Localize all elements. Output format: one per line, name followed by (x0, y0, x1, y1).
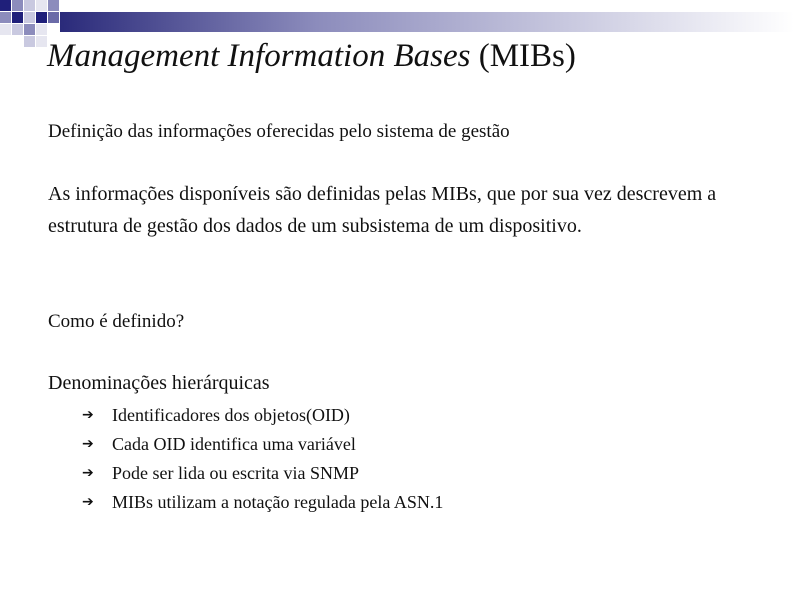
bullet-text: Cada OID identifica uma variável (112, 434, 356, 454)
subheading-hierarchical: Denominações hierárquicas (48, 372, 270, 394)
bullet-text: MIBs utilizam a notação regulada pela ASN.1 (112, 492, 444, 512)
slide-title-plain: (MIBs) (470, 38, 576, 74)
bullet-text: Pode ser lida ou escrita via SNMP (112, 463, 359, 483)
arrow-right-icon: ➔ (82, 494, 94, 510)
arrow-right-icon: ➔ (82, 465, 94, 481)
bullet-text: Identificadores dos objetos(OID) (112, 405, 350, 425)
arrow-right-icon: ➔ (82, 407, 94, 423)
slide-title (47, 38, 576, 75)
section-heading-how-defined: Como é definido? (48, 311, 185, 332)
description-paragraph: As informações disponíveis são definidas pelas MIBs, que por sua vez descrevem a estrutura de gestão dos dados de um subsistema de um dispositivo. (48, 183, 717, 237)
slide-title-italic: Management Information Bases (47, 38, 471, 74)
section-heading-definition: Definição das informações oferecidas pelo sistema de gestão (48, 121, 510, 142)
arrow-right-icon: ➔ (82, 436, 94, 452)
